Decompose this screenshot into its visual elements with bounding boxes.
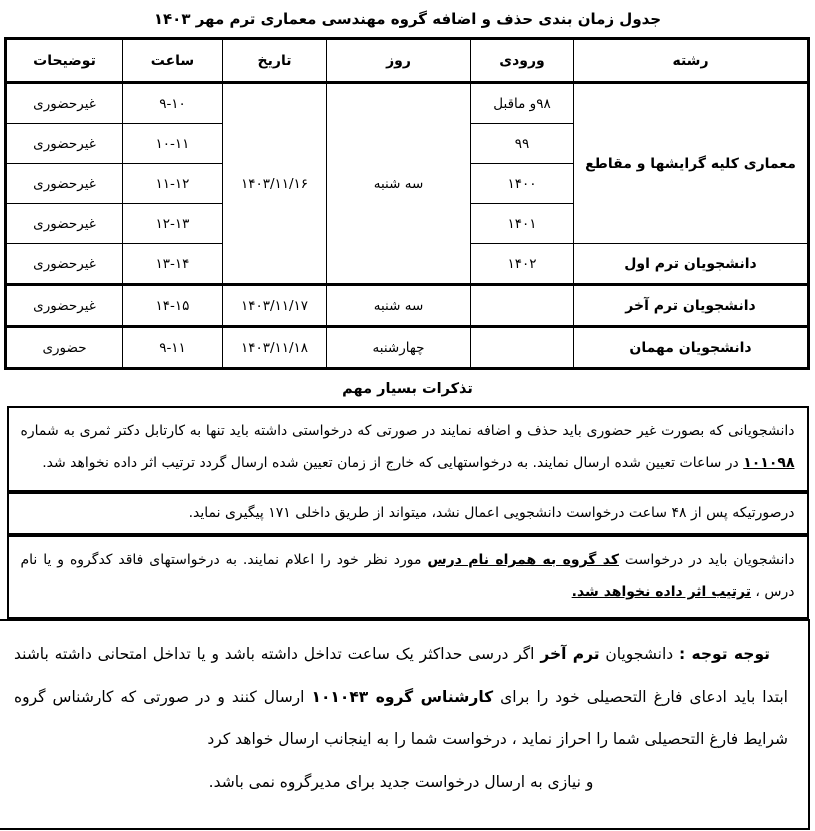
note4-expert-number: کارشناس گروه ۱۰۱۰۴۳ (311, 687, 494, 706)
note4-attention-label: توجه توجه : (679, 645, 770, 664)
notes-section-title: تذکرات بسیار مهم (342, 381, 473, 397)
date-cell (223, 327, 327, 369)
field-architecture-cell: معماری کلیه گرایشها و مقاطع (574, 83, 809, 244)
hour-value: ۱۴-۱۵ (155, 297, 190, 314)
col-header-day: روز (327, 39, 471, 83)
field-last-term-cell: دانشجویان ترم آخر (574, 285, 809, 327)
schedule-table (4, 37, 810, 370)
entry-cell: ۱۴۰۰ (471, 164, 574, 204)
col-header-date: تاریخ (223, 39, 327, 83)
note4-text-3: ارسال کنند و در صورتی که کارشناس گروه شرایط فارغ التحصیلی شما را احراز نماید ، درخواست شما را به اینجانب ارسال خواهد کرد (14, 687, 788, 749)
field-first-term-cell: دانشجویان ترم اول (574, 244, 809, 285)
note-cell: غیرحضوری (6, 204, 123, 244)
note-cell: غیرحضوری (6, 244, 123, 285)
day-cell: چهارشنبه (327, 327, 471, 369)
entry-cell: ۹۹ (471, 124, 574, 164)
col-header-hour: ساعت (123, 39, 223, 83)
date-value: ۱۴۰۳/۱۱/۱۶ (240, 175, 309, 192)
hour-value: ۱۰-۱۱ (155, 135, 190, 152)
entry-cell (471, 285, 574, 327)
note3-text-pre: دانشجویان باید در درخواست (619, 551, 795, 568)
note3-text-mid: مورد نظر خود را اعلام نمایند. به درخواستهای فاقد کدگروه و یا نام درس ، (20, 551, 795, 600)
note4-last-term-emphasis: ترم آخر (540, 645, 600, 664)
note-cell: غیرحضوری (6, 164, 123, 204)
note2-text: درصورتیکه پس از ۴۸ ساعت درخواست دانشجویی اعمال نشد، میتواند از طریق داخلی ۱۷۱ پیگیری نماید. (188, 505, 795, 522)
hour-cell (123, 164, 223, 204)
note-box-cartable (7, 406, 809, 492)
date-cell (223, 285, 327, 327)
note-cell: حضوری (6, 327, 123, 369)
col-header-field: رشته (574, 39, 809, 83)
hour-value: ۱۱-۱۲ (155, 175, 190, 192)
note-cell: غیرحضوری (6, 285, 123, 327)
note-cell: غیرحضوری (6, 124, 123, 164)
note1-text-post: در ساعات تعیین شده ارسال نمایند. به درخواستهایی که خارج از زمان تعیین شده ارسال گردد ترتیب اثر داده نخواهد شد. (42, 455, 744, 472)
hour-cell (123, 83, 223, 124)
note4-closing-line: و نیازی به ارسال درخواست جدید برای مدیرگروه نمی باشد. (208, 773, 594, 792)
hour-cell (123, 204, 223, 244)
entry-cell (471, 327, 574, 369)
hour-cell (123, 285, 223, 327)
table-row (6, 83, 809, 124)
header-row (6, 39, 809, 83)
table-row-last-term (6, 285, 809, 327)
note-box-groupcode (7, 535, 809, 619)
date-value: ۱۴۰۳/۱۱/۱۸ (240, 339, 309, 356)
hour-value: ۱۳-۱۴ (155, 255, 190, 272)
document-title: جدول زمان بندی حذف و اضافه گروه مهندسی معماری ترم مهر ۱۴۰۳ (153, 10, 662, 28)
table-row-guest (6, 327, 809, 369)
date-value: ۱۴۰۳/۱۱/۱۷ (240, 297, 309, 314)
note3-warning-emphasis: ترتیب اثر داده نخواهد شد. (571, 583, 751, 600)
day-cell: سه شنبه (327, 285, 471, 327)
col-header-entry: ورودی (471, 39, 574, 83)
hour-value: ۹-۱۱ (159, 339, 186, 356)
hour-cell (123, 124, 223, 164)
note1-cartable-number: ۱۰۱۰۹۸ (743, 455, 795, 472)
note3-groupcode-emphasis: کد گروه به همراه نام درس (427, 551, 619, 568)
entry-cell: ۱۴۰۲ (471, 244, 574, 285)
note-box-followup (7, 492, 809, 534)
hour-cell (123, 244, 223, 285)
note1-text-pre: دانشجویانی که بصورت غیر حضوری باید حذف و اضافه نمایند در صورتی که درخواستی داشته باید تنها به کارتابل دکتر ثمری به شماره (20, 423, 795, 439)
note4-text-1: دانشجویان (599, 645, 679, 664)
field-guest-cell: دانشجویان مهمان (574, 327, 809, 369)
hour-value: ۱۲-۱۳ (155, 215, 190, 232)
note-cell: غیرحضوری (6, 83, 123, 124)
note-box-attention (0, 619, 810, 830)
entry-cell: ۹۸و ماقبل (471, 83, 574, 124)
col-header-note: توضیحات (6, 39, 123, 83)
day-cell: سه شنبه (327, 83, 471, 285)
date-cell (223, 83, 327, 285)
hour-value: ۹-۱۰ (159, 95, 186, 112)
note4-text-2: اگر درسی حداکثر یک ساعت تداخل داشته باشد و یا تداخل امتحانی داشته باشند ابتدا باید ادعای فارغ التحصیلی خود را برای (14, 645, 788, 706)
hour-cell (123, 327, 223, 369)
entry-cell: ۱۴۰۱ (471, 204, 574, 244)
note4-paragraph (14, 633, 788, 761)
